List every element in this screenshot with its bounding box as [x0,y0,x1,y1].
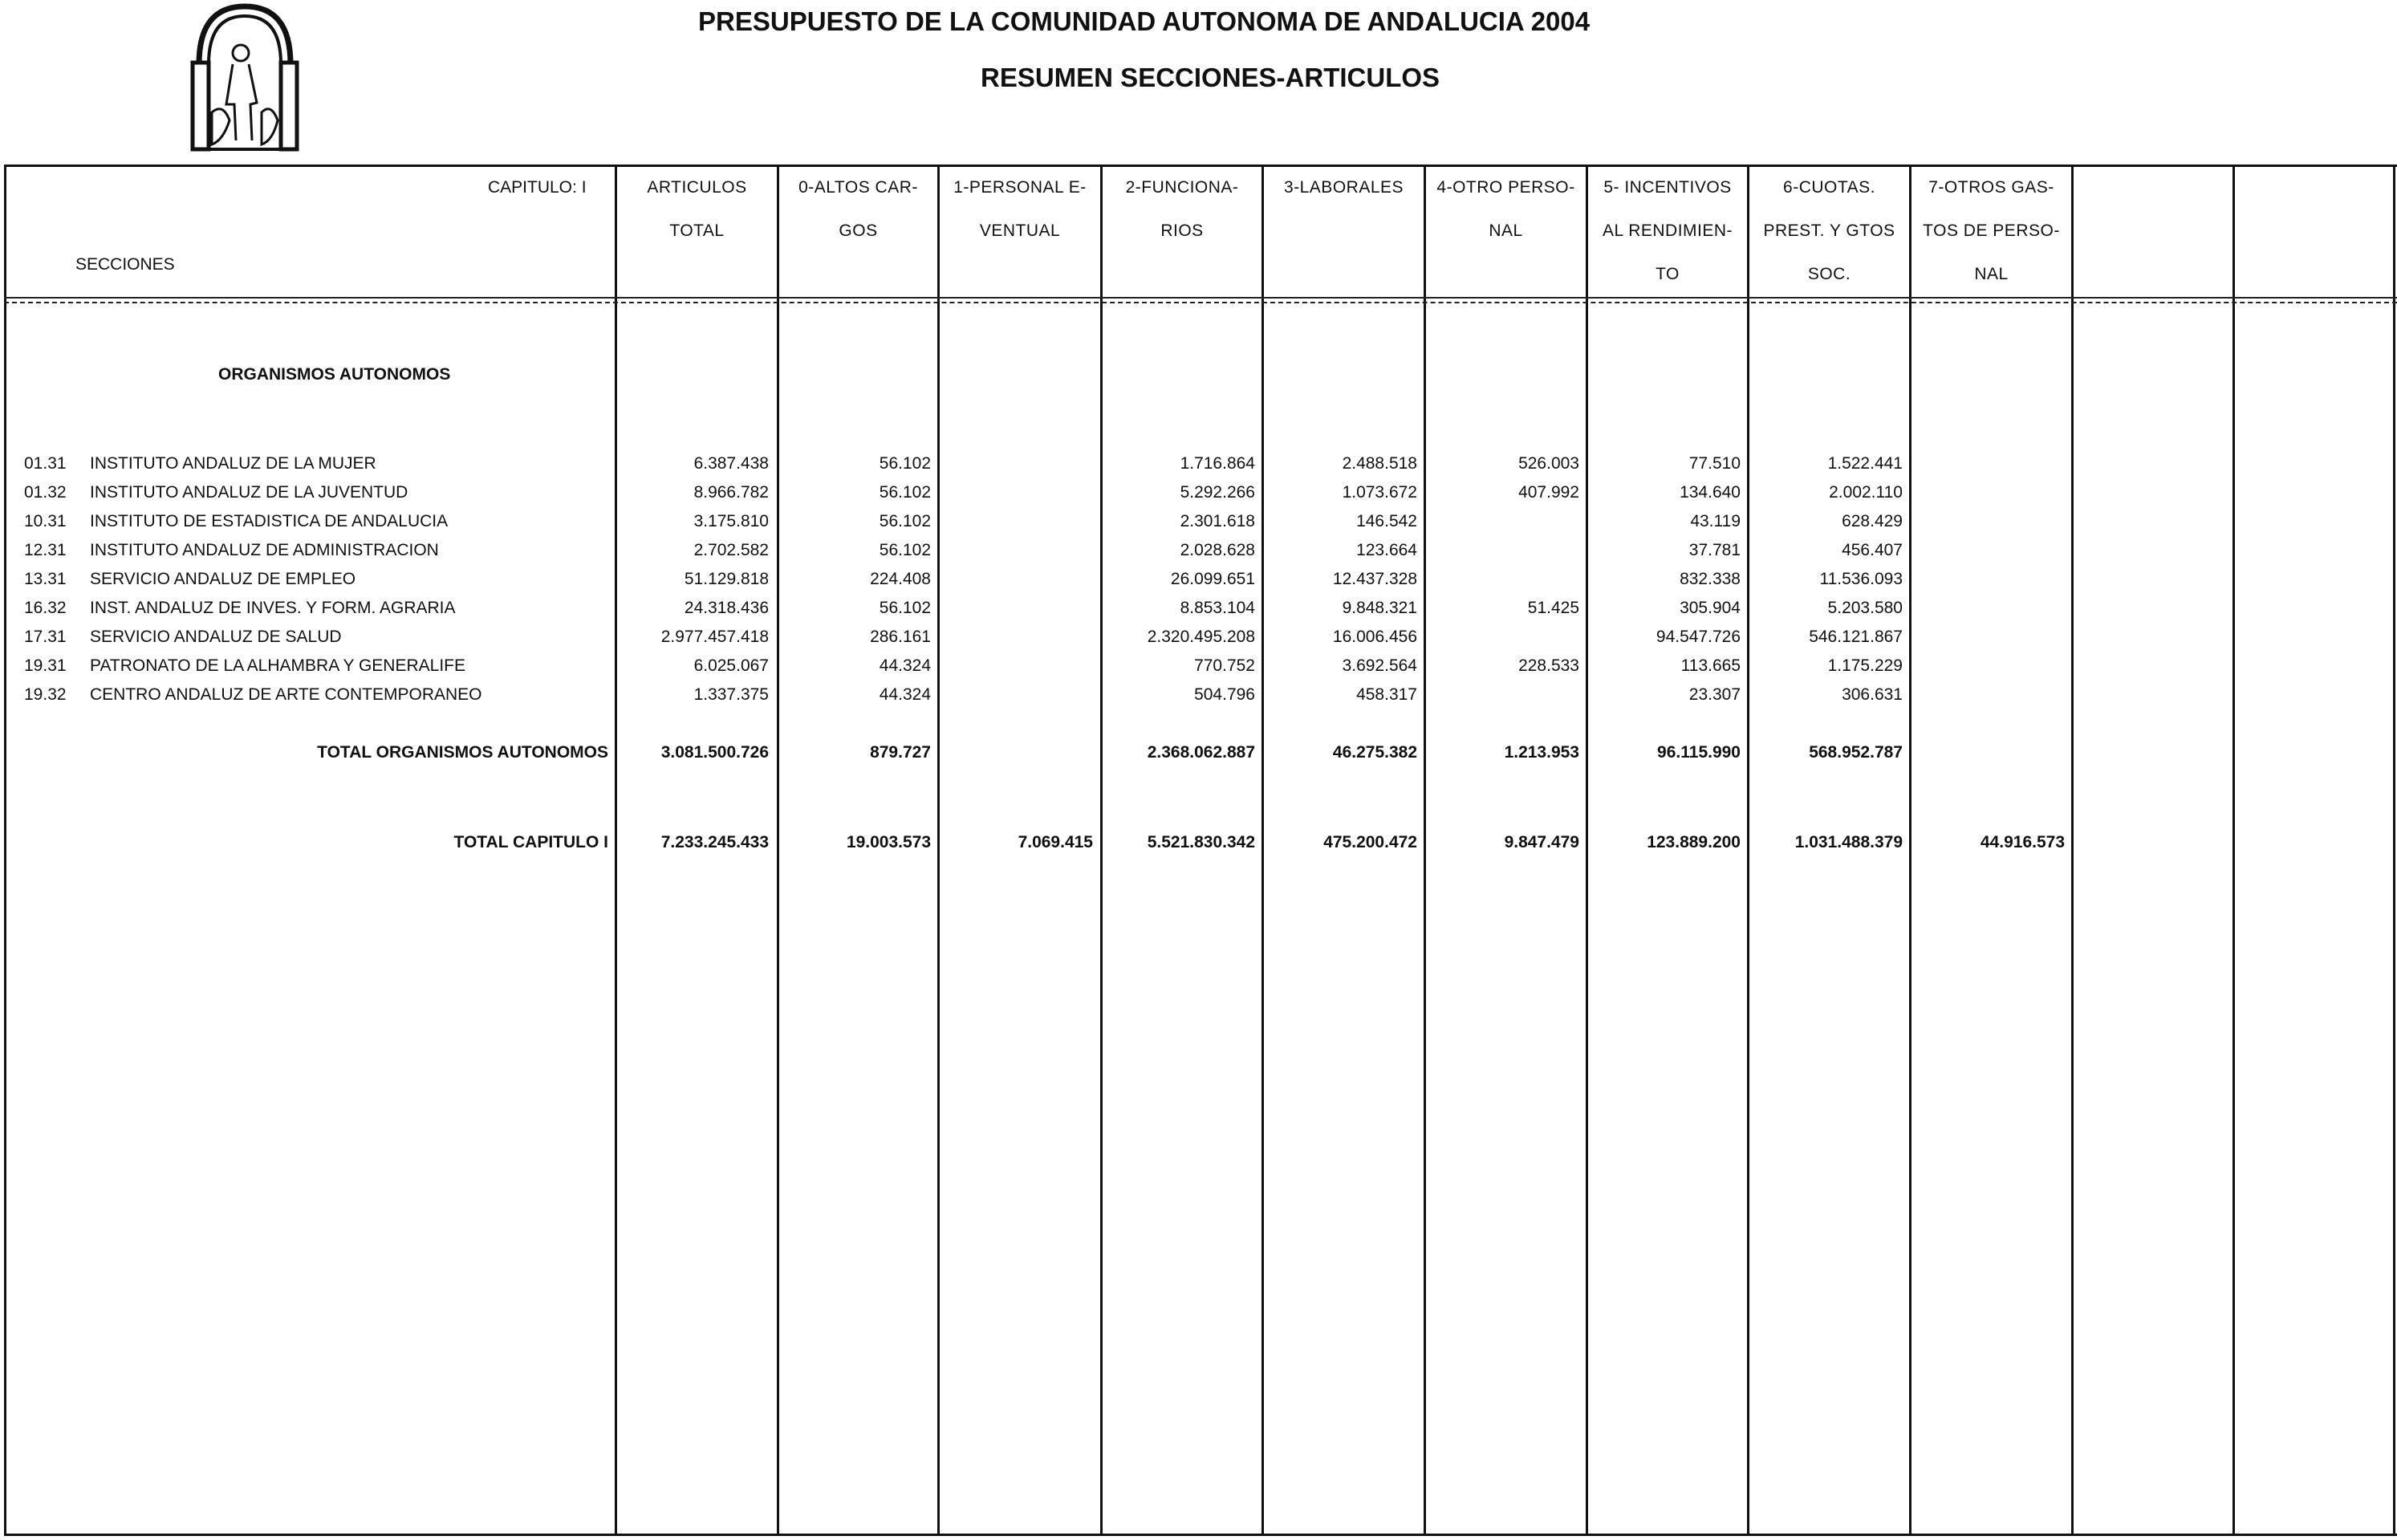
table-cell: 456.407 [1842,541,1903,559]
section-code: 01.32 [24,483,67,502]
table-cell: 7.069.415 [1018,833,1093,851]
table-cell: 44.916.573 [1980,833,2065,851]
table-cell: 146.542 [1356,512,1417,530]
table-cell: 16.006.456 [1332,628,1417,646]
table-cell: 2.002.110 [1829,483,1903,502]
section-code: 10.31 [24,512,67,530]
table-cell: 2.320.495.208 [1147,628,1255,646]
col-header-line: AL RENDIMIEN- [1602,221,1733,240]
page-title: PRESUPUESTO DE LA COMUNIDAD AUTONOMA DE ANDALUCIA 2004 [698,6,1591,36]
page-subtitle: RESUMEN SECCIONES-ARTICULOS [981,63,1440,92]
col-header-line: 3-LABORALES [1283,178,1404,197]
table-row [24,628,342,647]
andalucia-coat-of-arms-logo [188,0,302,154]
col-header-altos-cargos [779,178,937,241]
table-cell: 43.119 [1690,512,1741,530]
table-cell: 2.368.062.887 [1147,743,1255,762]
table-cell: 879.727 [870,743,931,762]
table-cell: 19.003.573 [846,833,931,851]
col-header-line: NAL [1489,221,1523,240]
table-row [24,512,448,531]
table-cell: 56.102 [879,599,931,617]
header-divider [4,297,2397,299]
col-header-line: RIOS [1160,221,1204,240]
col-header-line: 6-CUOTAS. [1783,178,1875,197]
table-cell: 5.292.266 [1180,483,1255,502]
col-header-line: TO [1656,265,1680,283]
table-cell: 56.102 [879,483,931,502]
col-header-personal-eventual [940,178,1100,241]
table-cell: 5.521.830.342 [1147,833,1255,851]
table-cell: 44.324 [879,685,931,704]
col-header-line: 0-ALTOS CAR- [798,178,918,197]
table-border-right [2393,165,2395,1536]
col-header-line: 7-OTROS GAS- [1928,178,2054,197]
section-name: INSTITUTO ANDALUZ DE LA JUVENTUD [90,483,408,502]
col-header-cuotas [1749,178,1909,284]
table-row [24,570,355,589]
col-divider [2071,165,2074,1536]
col-header-line: TOTAL [669,221,725,240]
table-cell: 628.429 [1842,512,1903,530]
table-cell: 2.977.457.418 [660,628,769,646]
secciones-label: SECCIONES [75,255,175,274]
section-name: SERVICIO ANDALUZ DE EMPLEO [90,570,356,588]
table-cell: 2.488.518 [1342,454,1417,473]
table-cell: 5.203.580 [1827,599,1903,617]
table-cell: 504.796 [1194,685,1255,704]
section-name: PATRONATO DE LA ALHAMBRA Y GENERALIFE [90,656,465,675]
section-code: 19.31 [24,656,67,675]
table-cell: 1.031.488.379 [1794,833,1903,851]
section-name: INSTITUTO ANDALUZ DE ADMINISTRACION [90,541,439,559]
table-cell: 3.081.500.726 [660,743,769,762]
table-cell: 8.853.104 [1180,599,1255,617]
section-code: 16.32 [24,599,67,617]
col-divider [2232,165,2235,1536]
table-cell: 3.692.564 [1342,656,1417,675]
table-cell: 305.904 [1680,599,1741,617]
table-cell: 1.213.953 [1504,743,1579,762]
table-cell: 526.003 [1518,454,1579,473]
col-header-line: ARTICULOS [647,178,747,197]
section-name: CENTRO ANDALUZ DE ARTE CONTEMPORANEO [90,685,482,704]
table-cell: 407.992 [1518,483,1579,502]
table-cell: 1.175.229 [1827,656,1903,675]
col-header-funcionarios [1103,178,1261,241]
table-cell: 224.408 [870,570,931,588]
col-header-line: 4-OTRO PERSO- [1436,178,1575,197]
table-cell: 11.536.093 [1819,570,1903,588]
section-title: ORGANISMOS AUTONOMOS [218,365,451,384]
col-header-articulos-total [617,178,777,241]
section-code: 12.31 [24,541,67,559]
col-header-line: PREST. Y GTOS [1763,221,1895,240]
header-divider-dashed [4,302,2397,303]
table-border-left [4,165,6,1536]
table-cell: 546.121.867 [1809,628,1903,646]
table-cell: 8.966.782 [693,483,769,502]
table-cell: 123.889.200 [1647,833,1741,851]
col-header-line: NAL [1974,265,2009,283]
table-row [24,483,408,502]
table-cell: 286.161 [870,628,931,646]
table-cell: 23.307 [1688,685,1741,704]
section-name: INSTITUTO DE ESTADISTICA DE ANDALUCIA [90,512,449,530]
col-header-line: 5- INCENTIVOS [1603,178,1732,197]
table-cell: 51.129.818 [684,570,769,588]
table-cell: 832.338 [1680,570,1741,588]
capitulo-label: CAPITULO: I [488,178,587,197]
section-code: 17.31 [24,628,67,646]
table-cell: 2.301.618 [1180,512,1255,530]
section-code: 13.31 [24,570,67,588]
table-cell: 6.387.438 [693,454,769,473]
table-cell: 56.102 [879,541,931,559]
table-cell: 6.025.067 [693,656,769,675]
table-cell: 77.510 [1688,454,1741,473]
section-name: SERVICIO ANDALUZ DE SALUD [90,628,342,646]
col-header-line: SOC. [1807,265,1851,283]
table-cell: 26.099.651 [1170,570,1255,588]
table-cell: 1.522.441 [1827,454,1903,473]
table-cell: 3.175.810 [693,512,769,530]
table-cell: 46.275.382 [1332,743,1417,762]
table-row [24,454,376,473]
table-cell: 1.337.375 [693,685,769,704]
table-cell: 56.102 [879,512,931,530]
table-cell: 56.102 [879,454,931,473]
table-cell: 24.318.436 [684,599,769,617]
table-cell: 12.437.328 [1332,570,1417,588]
col-header-line: TOS DE PERSO- [1923,221,2060,240]
table-cell: 123.664 [1356,541,1417,559]
col-header-line: VENTUAL [979,221,1061,240]
section-name: INST. ANDALUZ DE INVES. Y FORM. AGRARIA [90,599,456,617]
col-header-otros-gastos [1912,178,2071,284]
table-cell: 228.533 [1518,656,1579,675]
table-cell: 51.425 [1527,599,1579,617]
table-cell: 475.200.472 [1323,833,1417,851]
table-cell: 2.028.628 [1180,541,1255,559]
table-row [24,599,456,618]
table-cell: 44.324 [879,656,931,675]
table-cell: 9.848.321 [1342,599,1417,617]
table-cell: 306.631 [1842,685,1903,704]
col-header-otro-personal [1426,178,1586,241]
section-name: INSTITUTO ANDALUZ DE LA MUJER [90,454,376,473]
table-cell: 37.781 [1688,541,1741,559]
section-code: 01.31 [24,454,67,473]
table-cell: 1.716.864 [1180,454,1255,473]
table-row [24,656,465,676]
table-cell: 7.233.245.433 [660,833,769,851]
total-capitulo-label: TOTAL CAPITULO I [453,833,608,851]
table-row [24,541,439,560]
table-cell: 94.547.726 [1656,628,1741,646]
total-organismos-label: TOTAL ORGANISMOS AUTONOMOS [317,743,608,762]
col-header-line: 2-FUNCIONA- [1125,178,1239,197]
table-cell: 1.073.672 [1342,483,1417,502]
table-cell: 458.317 [1356,685,1417,704]
table-cell: 96.115.990 [1657,743,1741,762]
table-cell: 770.752 [1194,656,1255,675]
col-header-line: 1-PERSONAL E- [953,178,1087,197]
table-cell: 9.847.479 [1504,833,1579,851]
col-header-line: GOS [839,221,878,240]
table-cell: 113.665 [1680,656,1741,675]
col-header-laborales [1264,178,1424,197]
section-code: 19.32 [24,685,67,704]
table-cell: 568.952.787 [1809,743,1903,762]
table-cell: 2.702.582 [693,541,769,559]
table-row [24,685,482,705]
col-header-incentivos [1588,178,1747,284]
table-cell: 134.640 [1680,483,1741,502]
